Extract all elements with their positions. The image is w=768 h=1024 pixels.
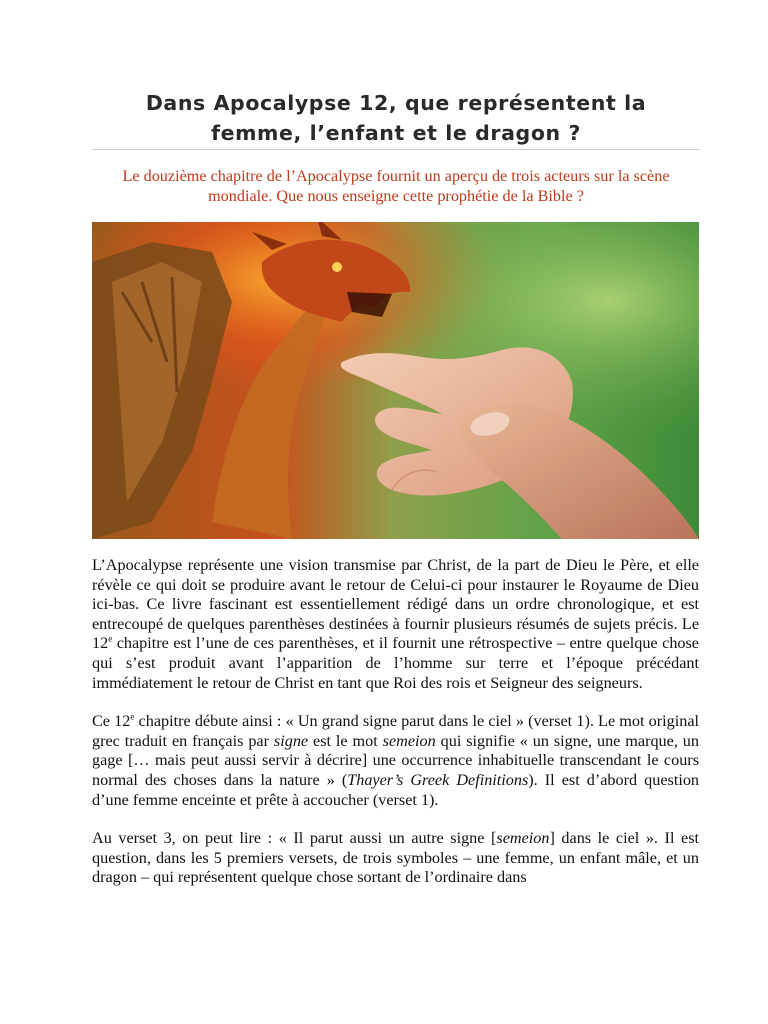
title-line-2: femme, l’enfant et le dragon ? — [211, 121, 581, 145]
term-signe: signe — [273, 731, 309, 750]
title-divider — [92, 149, 700, 150]
paragraph-1: L’Apocalypse représente une vision transmise par Christ, de la part de Dieu le Père, et elle révèle ce qui doit se produire avant le retour de Celui-ci pour instaurer le Royaume de Dieu ici-bas. Ce livre fascinant est essentiellement rédigé dans un ordre chronologique, et est entrecoupé de quelques parenthèses destinées à fournir plusieurs résumés de sujets précis. Le 12e chapitre est l’une de ces parenthèses, et il fournit une rétrospective – entre quelque chose qui s’est produit avant l’apparition de l’homme sur terre et l’époque précédant immédiatement le retour de Christ en tant que Roi des rois et Seigneur des seigneurs. — [92, 556, 699, 692]
intro-line-1: Le douzième chapitre de l’Apocalypse fournit un aperçu de trois acteurs sur la scène — [122, 167, 670, 185]
hero-image — [92, 222, 699, 539]
paragraph-2: Ce 12e chapitre débute ainsi : « Un grand signe parut dans le ciel » (verset 1). Le mot original grec traduit en français par signe est le mot semeion qui signifie « un signe, une marque, un gage [… mais peut aussi servir à décrire] une occurrence inhabituelle transcendant le cours normal des choses dans la nature » (Thayer’s Greek Definitions). Il est d’abord question d’une femme enceinte et prête à accoucher (verset 1). — [92, 711, 700, 809]
citation-source: Thayer’s Greek Definitions — [347, 770, 529, 789]
intro-lead — [92, 166, 700, 206]
term-semeion: semeion — [382, 731, 436, 750]
title-line-1: Dans Apocalypse 12, que représentent la — [145, 91, 647, 115]
term-semeion: semeion — [496, 829, 550, 848]
article-body — [92, 556, 699, 907]
page-title — [92, 88, 700, 148]
intro-line-2: mondiale. Que nous enseigne cette prophétie de la Bible ? — [208, 187, 584, 205]
dragon-and-hand-illustration-icon — [92, 222, 699, 539]
paragraph-3: Au verset 3, on peut lire : « Il parut aussi un autre signe [semeion] dans le ciel ». Il est question, dans les 5 premiers versets, de trois symboles – une femme, un enfant mâle, et un dragon – qui représentent quelque chose sortant de l’ordinaire dans — [92, 829, 699, 887]
